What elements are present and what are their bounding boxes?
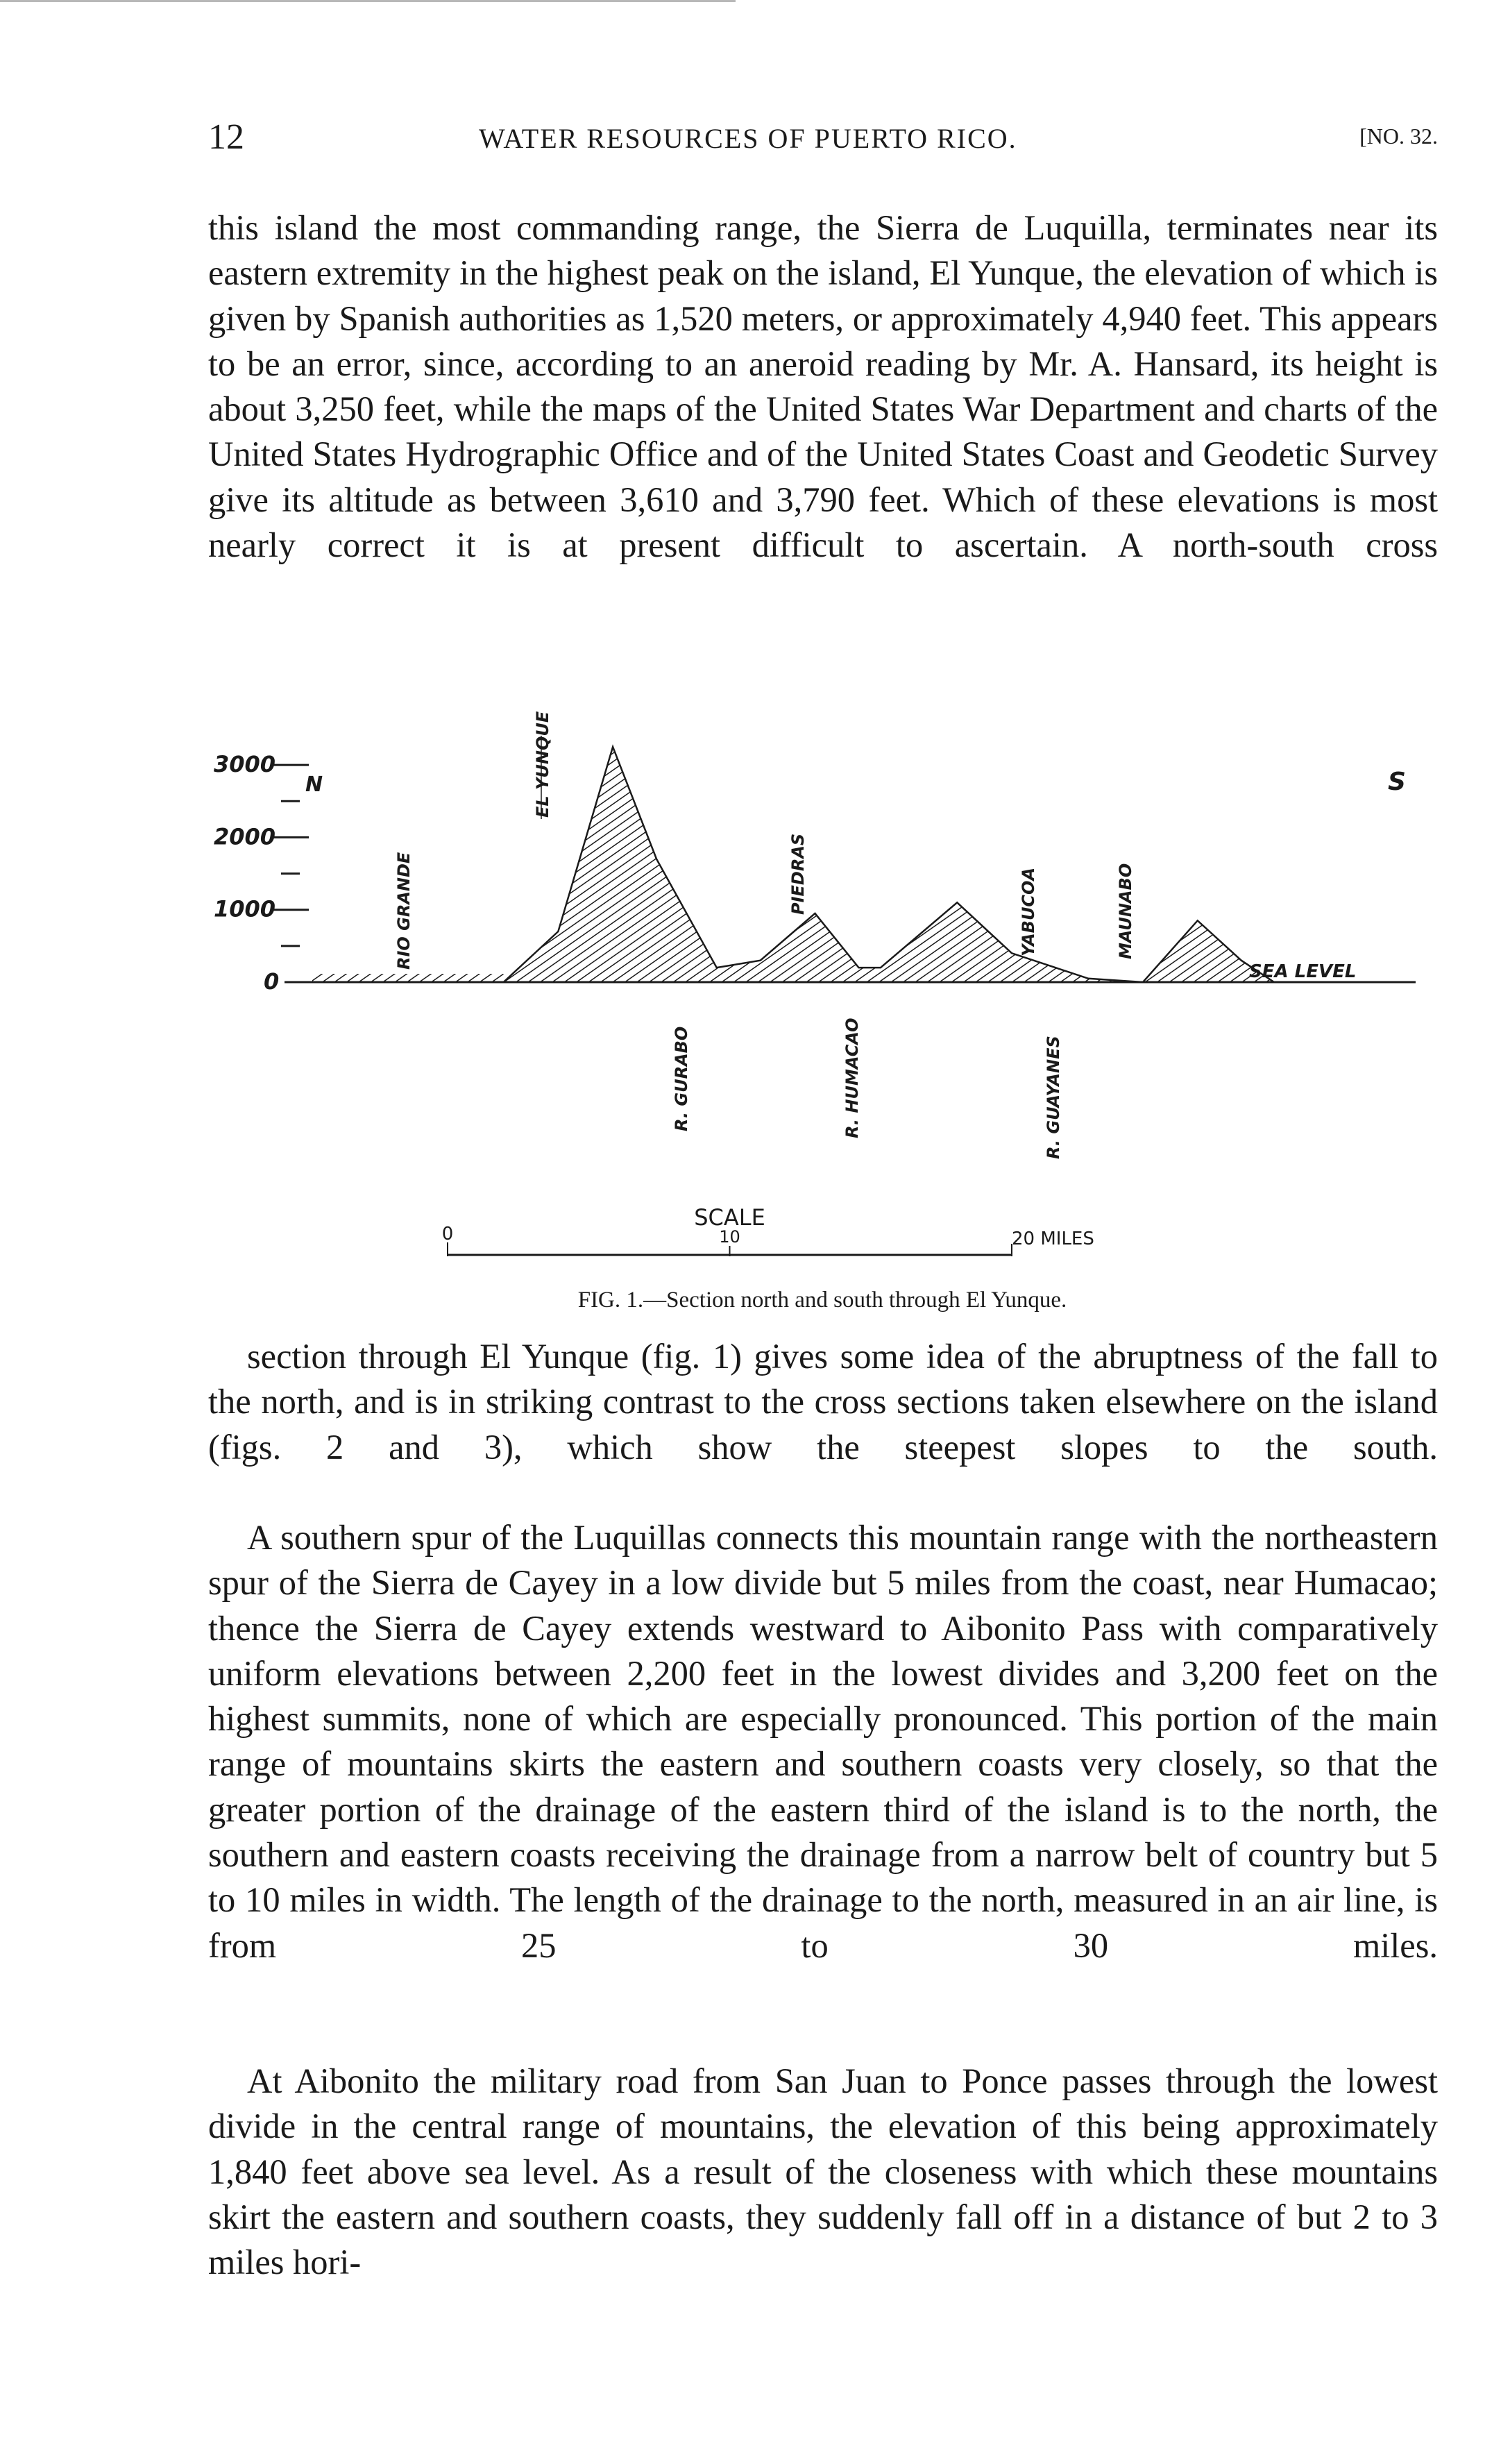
scale-title: SCALE: [694, 1204, 765, 1231]
sea-level-label: SEA LEVEL: [1249, 961, 1357, 982]
south-label: S: [1388, 768, 1406, 796]
peak-label: MAUNABO: [1116, 863, 1135, 959]
page-top-rule: [0, 0, 736, 2]
paragraph-1: this island the most commanding range, the Sierra de Luquilla, terminates near its eastern extremity in the highest peak on the island, El Yunque, the elevation of which is given by Spanish authorities as 1,520 meters, or approximately 4,940 feet. This appears to be an error, since, according to an aneroid reading by Mr. A. Hansard, its height is about 3,250 feet, while the maps of the United States War Department and charts of the United States Hydrographic Office and of the United States Coast and Geodetic Survey give its altitude as between 3,610 and 3,790 feet. Which of these elevations is most nearly correct it is at present difficult to ascertain. A north-south cross: [208, 208, 1438, 565]
river-label: R. GURABO: [672, 1026, 691, 1131]
paragraph-4: At Aibonito the military road from San Juan to Ponce passes through the lowest divide in the central range of mountains, the elevation of this being approximately 1,840 feet above sea level. As a result of the closeness with which these mountains skirt the eastern and southern coasts, they suddenly fall off in a distance of but 2 to 3 miles hori-: [208, 2061, 1438, 2282]
north-label: N: [305, 773, 323, 797]
scale-start: 0: [441, 1224, 454, 1244]
paragraph-3: A southern spur of the Luquillas connects this mountain range with the northeastern spur of the Sierra de Cayey in a low divide but 5 miles from the coast, near Humacao; thence the Sierra de Cayey extends westward to Aibonito Pass with comparatively uniform elevations between 2,200 feet in the lowest divides and 3,200 feet on the highest summits, none of which are especially pronounced. This portion of the main range of mountains skirts the eastern and southern coasts very closely, so that the greater portion of the drainage of the eastern third of the island is to the north, the southern and eastern coasts receiving the drainage from a narrow belt of country but 5 to 10 miles in width. The length of the drainage to the north, measured in an air line, is from 25 to 30 miles.: [208, 1518, 1438, 1965]
series-number: [NO. 32.: [1359, 124, 1438, 149]
running-title: WATER RESOURCES OF PUERTO RICO.: [479, 123, 1017, 154]
river-label: R. HUMACAO: [842, 1018, 862, 1138]
scale-mid: 10: [719, 1227, 740, 1247]
paragraph-2: section through El Yunque (fig. 1) gives some idea of the abruptness of the fall to the north, and is in striking contrast to the cross sections taken elsewhere on the island (figs. 2 and 3), which show the steepest slopes to the south.: [208, 1337, 1438, 1467]
running-header: [208, 117, 1438, 165]
y-tick-label: 2000: [214, 823, 276, 850]
river-label: R. GUAYANES: [1044, 1036, 1063, 1159]
y-tick-label: 1000: [214, 895, 276, 922]
page-number: 12: [208, 117, 244, 157]
peak-label: YABUCOA: [1019, 867, 1038, 956]
figure-1: [208, 680, 1438, 1313]
y-tick-label: 3000: [214, 751, 276, 778]
cross-section-chart: [208, 680, 1438, 1277]
scale-end: 20 MILES: [1012, 1229, 1094, 1249]
peak-label: EL YUNQUE: [533, 711, 552, 818]
peak-label: PIEDRAS: [788, 833, 808, 915]
y-tick-label: 0: [264, 968, 280, 995]
peak-label: RIO GRANDE: [394, 852, 414, 970]
coastal-strip: [312, 974, 504, 982]
figure-caption: FIG. 1.—Section north and south through El Yunque.: [577, 1288, 1067, 1313]
